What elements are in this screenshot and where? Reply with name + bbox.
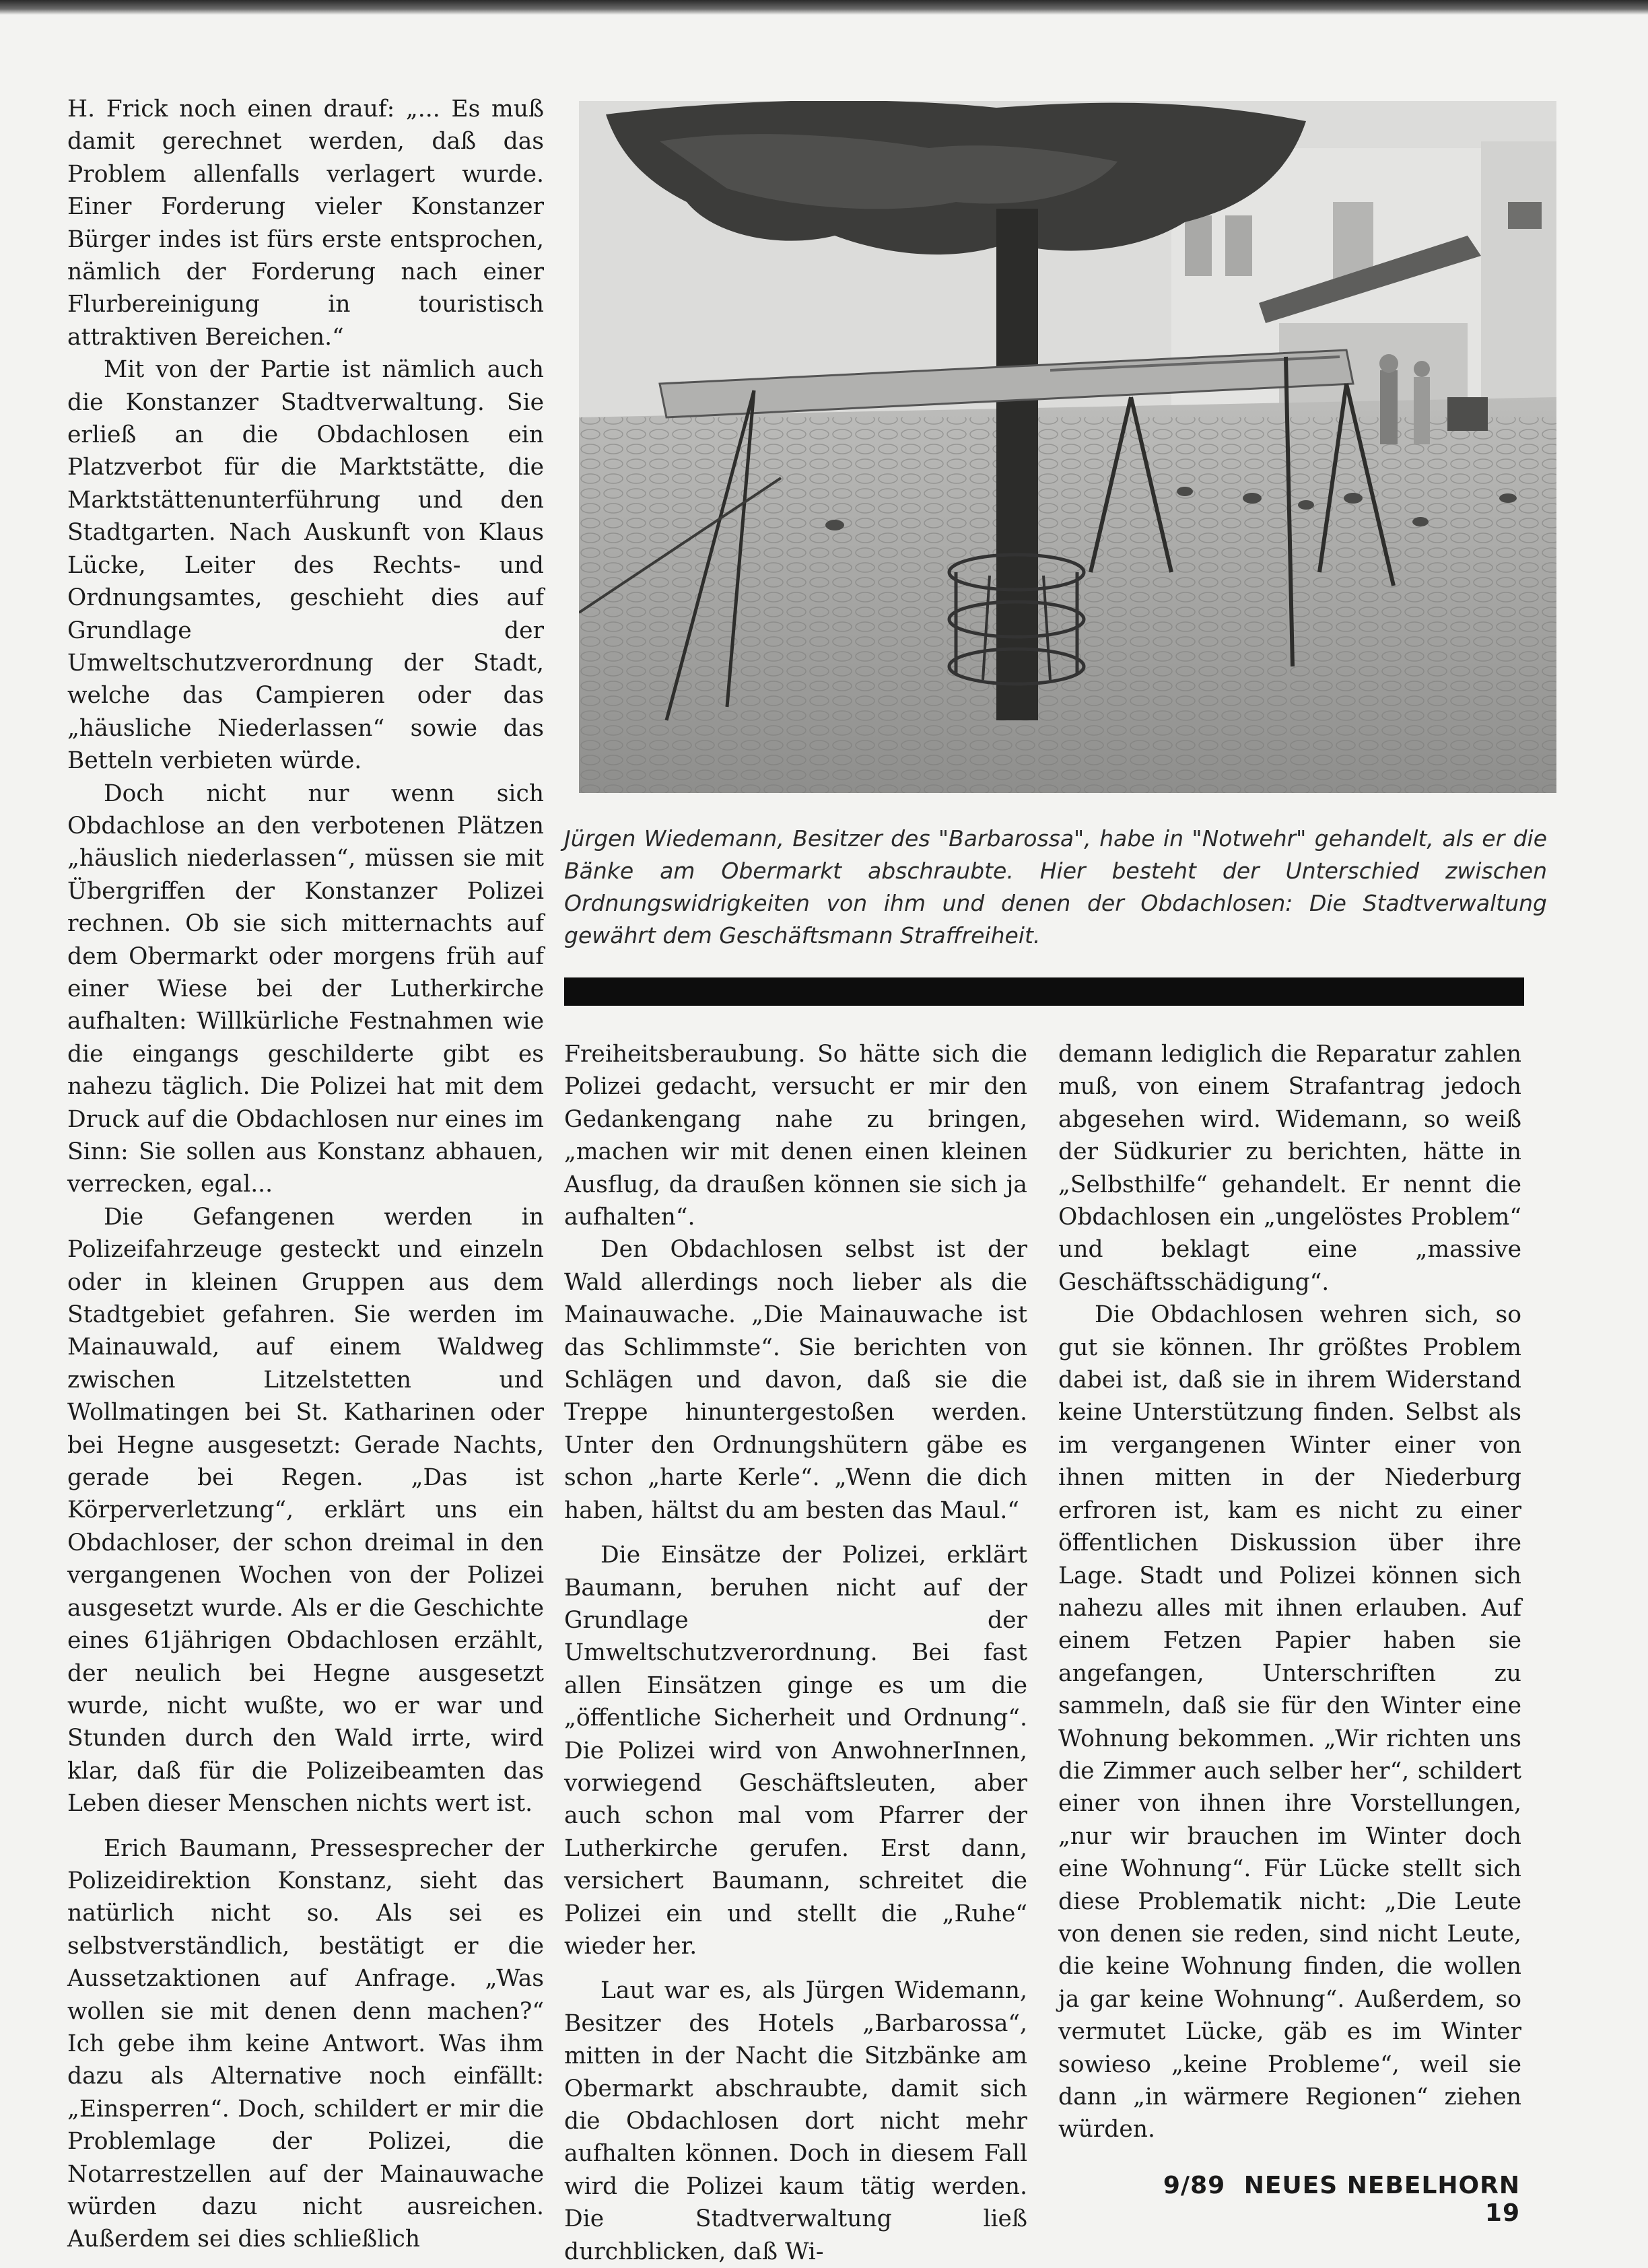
magazine-name: NEUES NEBELHORN	[1243, 2172, 1520, 2199]
photo-caption: Jürgen Wiedemann, Besitzer des "Barbarossa", habe in "Notwehr" gehandelt, als er die Bänke am Obermarkt abschraubte. Hier besteht der Unterschied zwischen Ordnungswidrigkeiten von ihm und denen der Obdachlosen: Die Stadtverwaltung gewährt dem Geschäftsmann Straffreiheit.	[564, 825, 1547, 949]
paragraph: Laut war es, als Jürgen Widemann, Besitzer des Hotels „Barbarossa“, mitten in der Nacht die Sitzbänke am Obermarkt abschraubte, damit sich die Obdachlosen dort nicht mehr aufhalten können. Doch in diesem Fall wird die Polizei kaum tätig werden. Die Stadtverwaltung ließ durchblicken, daß Wi-	[564, 1977, 1027, 2265]
paragraph: H. Frick noch einen drauf: „... Es muß damit gerechnet werden, daß das Problem allenfalls verlagert wurde. Einer Forderung vieler Konstanzer Bürger indes ist fürs erste entsprochen, nämlich der Forderung nach einer Flurbereinigung in touristisch attraktiven Bereichen.“	[67, 96, 544, 351]
paragraph: Den Obdachlosen selbst ist der Wald allerdings noch lieber als die Mainauwache. „Die Mainauwache ist das Schlimmste“. Sie berichten von Schlägen und davon, daß sie die Treppe hinuntergestoßen werden. Unter den Ordnungshütern gäbe es schon „harte Kerle“. „Wenn die dich haben, hältst du am besten das Maul.“	[564, 1236, 1027, 1524]
paragraph: Mit von der Partie ist nämlich auch die Konstanzer Stadtverwaltung. Sie erließ an die Obdachlosen ein Platzverbot für die Marktstätte, die Marktstättenunterführung und den Stadtgarten. Nach Auskunft von Klaus Lücke, Leiter des Rechts- und Ordnungsamtes, geschieht dies auf Grundlage der Umweltschutzverordnung der Stadt, welche das Campieren oder das „häusliche Niederlassen“ sowie das Betteln verbieten würde.	[67, 356, 544, 775]
article-column-middle	[564, 1038, 1027, 2268]
paragraph: Die Einsätze der Polizei, erklärt Baumann, beruhen nicht auf der Grundlage der Umweltschutzverordnung. Bei fast allen Einsätzen ginge es um die „öffentliche Sicherheit und Ordnung“. Die Polizei wird von AnwohnerInnen, vorwiegend Geschäftsleuten, aber auch schon mal vom Pfarrer der Lutherkirche gerufen. Erst dann, versichert Baumann, schreitet die Polizei ein und stellt die „Ruhe“ wieder her.	[564, 1542, 1027, 1960]
paragraph: Die Obdachlosen wehren sich, so gut sie können. Ihr größtes Problem dabei ist, daß sie in ihrem Widerstand keine Unterstützung finden. Selbst als im vergangenen Winter einer von ihnen mitten in der Niederburg erfroren ist, kam es nicht zu einer öffentlichen Diskussion über ihre Lage. Stadt und Polizei können sich nahezu alles mit ihnen erlauben. Auf einem Fetzen Papier haben sie angefangen, Unterschriften zu sammeln, daß sie für den Winter eine Wohnung bekommen. „Wir richten uns die Zimmer auch selber her“, schildert einer von ihnen ihre Vorstellungen, „nur wir brauchen im Winter doch eine Wohnung“. Für Lücke stellt sich diese Problematik nicht: „Die Leute von denen sie reden, sind nicht Leute, die keine Wohnung finden, die wollen ja gar keine Wohnung“. Außerdem, so vermutet Lücke, gäb es im Winter sowieso „keine Probleme“, weil sie dann „in wärmere Regionen“ ziehen würden.	[1058, 1301, 1521, 2143]
paragraph: Die Gefangenen werden in Polizeifahrzeuge gesteckt und einzeln oder in kleinen Gruppen aus dem Stadtgebiet gefahren. Sie werden im Mainauwald, auf einem Waldweg zwischen Litzelstetten und Wollmatingen bei St. Katharinen oder bei Hegne ausgesetzt: Gerade Nachts, gerade bei Regen. „Das ist Körperverletzung“, erklärt uns ein Obdachloser, der schon dreimal in den vergangenen Wochen von der Polizei ausgesetzt wurde. Als er die Geschichte eines 61jährigen Obdachlosen erzählt, der neulich bei Hegne ausgesetzt wurde, nicht wußte, wo er war und Stunden durch den Wald irrte, wird klar, daß für die Polizeibeamten das Leben dieser Menschen nichts wert ist.	[67, 1203, 544, 1818]
paragraph: Erich Baumann, Pressesprecher der Polizeidirektion Konstanz, sieht das natürlich nicht so. Als sei es selbstverständlich, bestätigt er die Aussetzaktionen auf Anfrage. „Was wollen sie mit denen denn machen?“ Ich gebe ihm keine Antwort. Was ihm dazu als Alternative noch einfällt: „Einsperren“. Doch, schildert er mir die Problemlage der Polizei, die Notarrestzellen auf der Mainauwache würden dazu nicht ausreichen. Außerdem sei dies schließlich	[67, 1834, 544, 2253]
paragraph: Doch nicht nur wenn sich Obdachlose an den verbotenen Plätzen „häuslich niederlassen“, müssen sie mit Übergriffen der Konstanzer Polizei rechnen. Ob sie sich mitternachts auf dem Obermarkt oder morgens früh auf einer Wiese bei der Lutherkirche aufhalten: Willkürliche Festnahmen wie die eingangs geschilderte gibt es nahezu täglich. Die Polizei hat mit dem Druck auf die Obdachlosen nur eines im Sinn: Sie sollen aus Konstanz abhauen, verrecken, egal...	[67, 780, 544, 1198]
page-footer	[1103, 2172, 1520, 2227]
top-edge	[0, 0, 1648, 15]
issue-number: 9/89	[1163, 2172, 1226, 2199]
article-photo	[579, 101, 1556, 793]
paragraph: demann lediglich die Reparatur zahlen muß, von einem Strafantrag jedoch abgesehen wird. Widemann, so weiß der Südkurier zu berichten, hätte in „Selbsthilfe“ gehandelt. Er nennt die Obdachlosen ein „ungelöstes Problem“ und beklagt eine „massive Geschäftsschädigung“.	[1058, 1041, 1521, 1296]
section-divider-bar	[564, 977, 1524, 1006]
paragraph: Freiheitsberaubung. So hätte sich die Polizei gedacht, versucht er mir den Gedankengang nahe zu bringen, „machen wir mit denen einen kleinen Ausflug, da draußen können sie sich ja aufhalten“.	[564, 1041, 1027, 1231]
article-column-right	[1058, 1038, 1521, 2146]
article-column-left	[67, 93, 544, 2256]
page-number: 19	[1484, 2199, 1520, 2227]
